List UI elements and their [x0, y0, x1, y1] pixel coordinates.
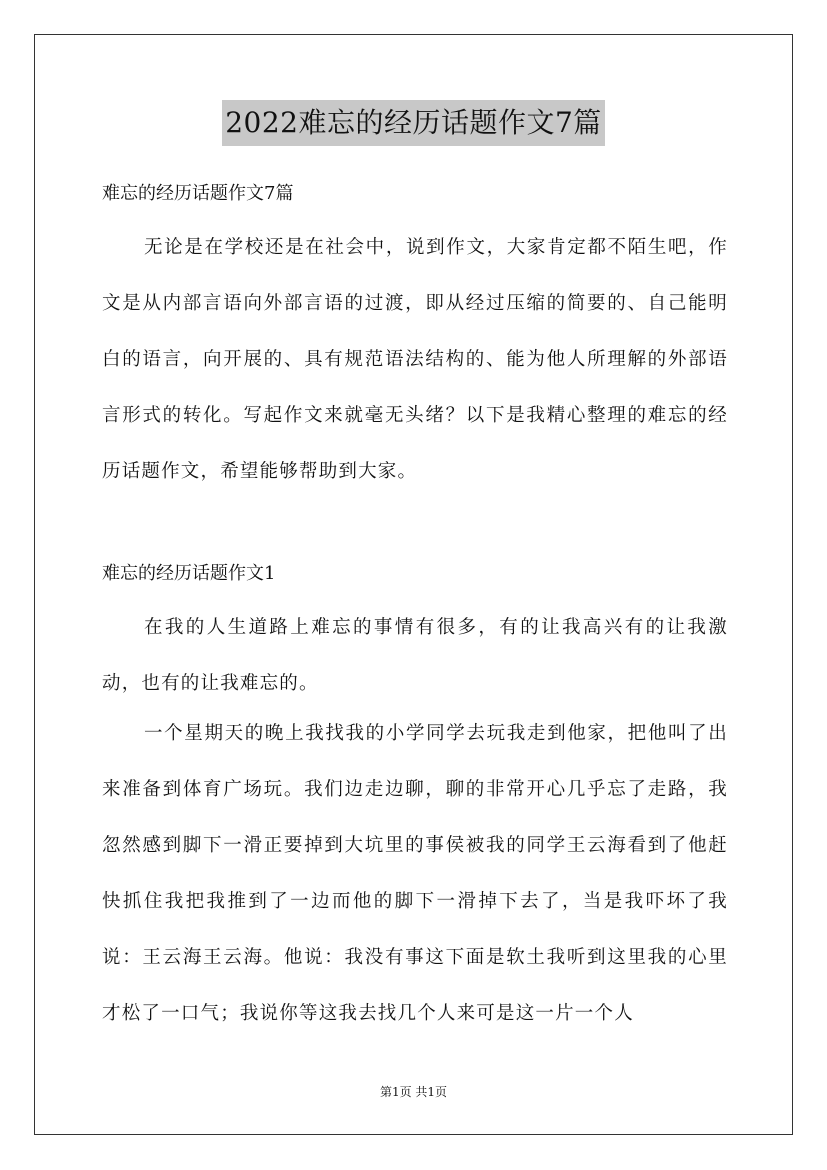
section-1-paragraph-2: 一个星期天的晚上我找我的小学同学去玩我走到他家，把他叫了出来准备到体育广场玩。我们边走边聊，聊的非常开心几乎忘了走路，我忽然感到脚下一滑正要掉到大坑里的事侯被我的同学王云海看到了他赶快抓住我把我推到了一边而他的脚下一滑掉下去了，当是我吓坏了我说：王云海王云海。他说：我没有事这下面是软土我听到这里我的心里才松了一口气；我说你等这我去找几个人来可是这一片一个人 — [102, 723, 728, 1024]
title-wrap — [0, 100, 827, 146]
section-1-heading: 难忘的经历话题作文1 — [102, 563, 276, 584]
document-subtitle: 难忘的经历话题作文7篇 — [102, 183, 294, 204]
document-title: 2022难忘的经历话题作文7篇 — [222, 100, 605, 146]
section-1-paragraph-1: 在我的人生道路上难忘的事情有很多，有的让我高兴有的让我激动，也有的让我难忘的。 — [102, 617, 728, 694]
page-footer: 第1页 共1页 — [379, 1085, 448, 1099]
intro-paragraph: 无论是在学校还是在社会中，说到作文，大家肯定都不陌生吧，作文是从内部言语向外部言语的过渡，即从经过压缩的简要的、自己能明白的语言，向开展的、具有规范语法结构的、能为他人所理解的外部语言形式的转化。写起作文来就毫无头绪？以下是我精心整理的难忘的经历话题作文，希望能够帮助到大家。 — [102, 237, 728, 482]
